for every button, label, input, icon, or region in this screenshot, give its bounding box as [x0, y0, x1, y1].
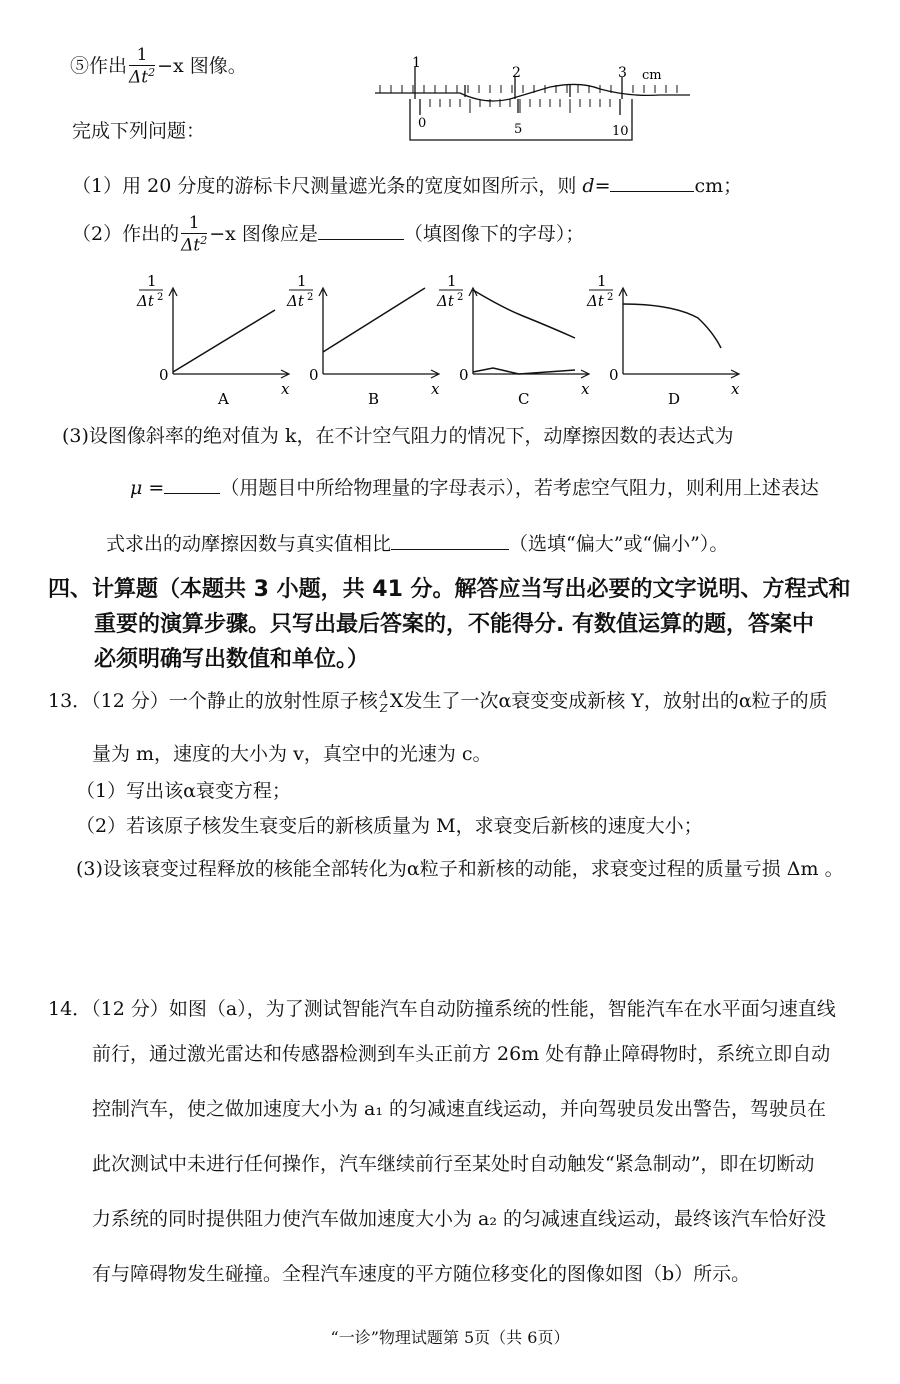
- problem-14-line3: 控制汽车，使之做加速度大小为 a₁ 的匀减速直线运动，并向驾驶员发出警告，驾驶员在: [92, 1098, 827, 1120]
- answer-blank-mu[interactable]: [164, 474, 220, 494]
- complete-text: 完成下列问题：: [72, 120, 206, 142]
- question-3-line2: μ = （用题目中所给物理量的字母表示），若考虑空气阻力，则利用上述表达: [130, 474, 819, 500]
- y-label-numerator: 1: [147, 272, 157, 290]
- step5-suffix: −x 图像。: [157, 54, 247, 77]
- step5-line: [70, 46, 247, 88]
- problem-13-line2: 量为 m，速度的大小为 v，真空中的光速为 c。: [92, 743, 492, 765]
- graph-option-D: [575, 270, 740, 410]
- origin-label: 0: [309, 366, 319, 384]
- y-label-numerator: 1: [597, 272, 607, 290]
- question-1: （1）用 20 分度的游标卡尺测量遮光条的宽度如图所示，则 d= cm；: [72, 172, 742, 198]
- y-label-numerator: 1: [297, 272, 307, 290]
- step5-fraction: $\frac{1}{\Delta t^2}$: [129, 45, 156, 88]
- caliper-main-label-2: 2: [512, 65, 521, 81]
- origin-label: 0: [459, 366, 469, 384]
- graph-curve: [473, 290, 575, 338]
- problem-13-line1: 13．（12 分）一个静止的放射性原子核 A Z X发生了一次α衰变变成新核 Y，放射出的α粒子的质: [48, 688, 828, 715]
- y-label-exponent: 2: [607, 292, 614, 303]
- graph-label: D: [668, 390, 681, 408]
- problem-14-line6: 有与障碍物发生碰撞。全程汽车速度的平方随位移变化的图像如图（b）所示。: [92, 1263, 751, 1285]
- y-label-exponent: 2: [457, 292, 464, 303]
- question-3-line1: (3)设图像斜率的绝对值为 k，在不计空气阻力的情况下，动摩擦因数的表达式为: [62, 425, 734, 447]
- question-3-line3: 式求出的动摩擦因数与真实值相比 （选填“偏大”或“偏小”）。: [106, 530, 728, 556]
- answer-blank-compare[interactable]: [391, 530, 509, 550]
- problem-14-line5: 力系统的同时提供阻力使汽车做加速度大小为 a₂ 的匀减速直线运动，最终该汽车恰好没: [92, 1208, 827, 1230]
- caliper-vernier-label-10: 10: [612, 124, 629, 139]
- answer-blank-d[interactable]: [610, 172, 694, 192]
- origin-label: 0: [609, 366, 619, 384]
- graph-option-A: [125, 270, 290, 410]
- nuclide-indices: A Z: [379, 688, 388, 715]
- x-label: x: [731, 380, 740, 398]
- step5-prefix: ⑤作出: [70, 54, 128, 77]
- x-label: x: [281, 380, 290, 398]
- problem-13-sub1: （1）写出该α衰变方程；: [76, 780, 291, 802]
- caliper-vernier-label-0: 0: [418, 116, 427, 131]
- caliper-main-label-3: 3: [618, 65, 627, 81]
- y-label-denominator: Δt: [437, 292, 454, 310]
- caliper-main-label-1: 1: [412, 55, 421, 71]
- graph-label: C: [518, 390, 530, 408]
- graph-label: A: [218, 390, 229, 408]
- y-label-exponent: 2: [307, 292, 314, 303]
- question-2: （2）作出的 $\frac{1}{\Delta t^2}$ −x 图像应是 （填图像下的字母）；: [72, 213, 585, 256]
- origin-label: 0: [159, 366, 169, 384]
- graph-curve: [623, 304, 721, 348]
- caliper-vernier-label-5: 5: [514, 122, 523, 137]
- problem-14-line2: 前行，通过激光雷达和传感器检测到车头正前方 26m 处有静止障碍物时，系统立即自动: [92, 1043, 831, 1065]
- vernier-caliper-figure: [370, 55, 700, 150]
- caliper-unit: cm: [642, 68, 662, 83]
- x-label: x: [581, 380, 590, 398]
- problem-14-line4: 此次测试中未进行任何操作，汽车继续前行至某处时自动触发“紧急制动”，即在切断动: [92, 1153, 815, 1175]
- graph-curve: [323, 288, 425, 352]
- y-label-exponent: 2: [157, 292, 164, 303]
- answer-blank-graph[interactable]: [318, 220, 404, 240]
- graph-curve: [173, 310, 275, 372]
- y-label-denominator: Δt: [137, 292, 154, 310]
- section-4-heading-line2: 重要的演算步骤。只写出最后答案的，不能得分. 有数值运算的题，答案中: [94, 612, 815, 637]
- graph-options: [125, 270, 755, 410]
- section-4-heading-line1: 四、计算题（本题共 3 小题，共 41 分。解答应当写出必要的文字说明、方程式和: [48, 577, 851, 602]
- y-label-numerator: 1: [447, 272, 457, 290]
- problem-13-sub2: （2）若该原子核发生衰变后的新核质量为 M，求衰变后新核的速度大小；: [76, 815, 703, 837]
- graph-label: B: [368, 390, 380, 408]
- x-label: x: [431, 380, 440, 398]
- y-label-denominator: Δt: [287, 292, 304, 310]
- problem-13-sub3: (3)设该衰变过程释放的核能全部转化为α粒子和新核的动能，求衰变过程的质量亏损 Δm 。: [76, 858, 844, 880]
- section-4-heading-line3: 必须明确写出数值和单位。）: [94, 647, 370, 672]
- page-footer: “一诊”物理试题第 5页（共 6页）: [330, 1328, 570, 1347]
- y-label-denominator: Δt: [587, 292, 604, 310]
- problem-14-line1: 14．（12 分）如图（a），为了测试智能汽车自动防撞系统的性能，智能汽车在水平面匀速直线: [48, 998, 836, 1020]
- graph-option-B: [275, 270, 440, 410]
- graph-curve-lower: [473, 368, 575, 374]
- graph-option-C: [425, 270, 590, 410]
